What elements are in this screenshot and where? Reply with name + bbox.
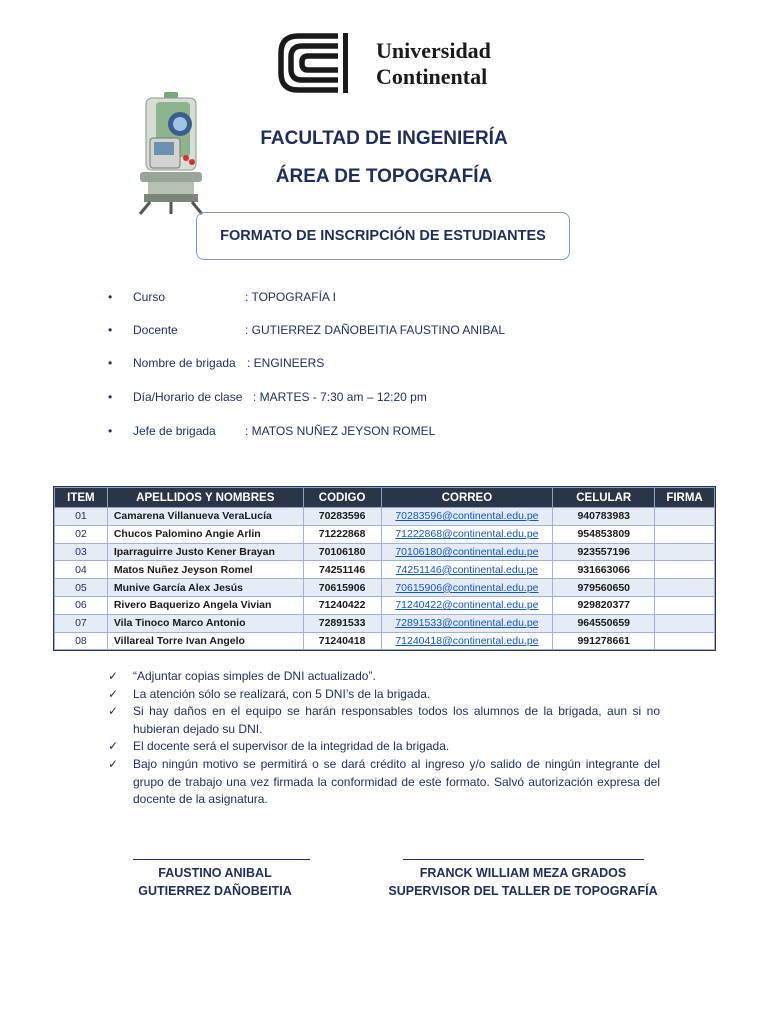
- table-row: [55, 543, 715, 561]
- table-header-row: [55, 488, 715, 508]
- total-station-image: [126, 90, 216, 215]
- phone-cell: 929820377: [553, 596, 655, 614]
- list-item: [108, 668, 660, 686]
- signature-cell: [655, 525, 715, 543]
- info-value: : ENGINEERS: [247, 356, 325, 370]
- info-value: : TOPOGRAFÍA I: [245, 290, 336, 304]
- signature-role: SUPERVISOR DEL TALLER DE TOPOGRAFÍA: [388, 884, 658, 898]
- info-label: Jefe de brigada: [133, 424, 216, 438]
- item-cell: 08: [55, 632, 108, 650]
- logo-line2: Continental: [376, 64, 488, 89]
- checkmark-icon: ✓: [108, 686, 119, 701]
- list-item: [108, 686, 660, 704]
- signature-line-left: [133, 859, 310, 860]
- table-row: [55, 596, 715, 614]
- phone-cell: 979560650: [553, 579, 655, 597]
- faculty-title: FACULTAD DE INGENIERÍA: [260, 128, 508, 149]
- note-text: Bajo ningún motivo se permitirá o se dará crédito al ingreso y/o salido de ningún integrante del grupo de trabajo una vez firmada la conformidad de este formato. Salvó autorización expresa del docente de la asignatura.: [133, 756, 660, 807]
- table-row: [55, 508, 715, 526]
- list-item: [108, 756, 660, 809]
- column-header: CORREO: [381, 488, 553, 508]
- email-link[interactable]: 71222868@continental.edu.pe: [381, 525, 553, 543]
- item-cell: 01: [55, 508, 108, 526]
- phone-cell: 954853809: [553, 525, 655, 543]
- note-text: La atención sólo se realizará, con 5 DNI’s de la brigada.: [133, 686, 431, 701]
- name-cell: Camarena Villanueva VeraLucía: [107, 508, 303, 526]
- signature-line-right: [403, 859, 644, 860]
- column-header: APELLIDOS Y NOMBRES: [107, 488, 303, 508]
- column-header: ITEM: [55, 488, 108, 508]
- column-header: CODIGO: [303, 488, 381, 508]
- table-row: [55, 561, 715, 579]
- info-label: Día/Horario de clase: [133, 390, 243, 404]
- table-row: [55, 632, 715, 650]
- info-value: : GUTIERREZ DAÑOBEITIA FAUSTINO ANIBAL: [245, 323, 506, 337]
- code-cell: 74251146: [303, 561, 381, 579]
- info-label: Curso: [133, 290, 166, 304]
- email-link[interactable]: 71240418@continental.edu.pe: [381, 632, 553, 650]
- area-title: ÁREA DE TOPOGRAFÍA: [275, 166, 493, 187]
- bullet-icon: •: [108, 424, 113, 438]
- info-value: : MARTES - 7:30 am – 12:20 pm: [253, 390, 427, 404]
- info-label: Docente: [133, 323, 178, 337]
- phone-cell: 940783983: [553, 508, 655, 526]
- list-item: [108, 703, 660, 738]
- signature-name: FAUSTINO ANIBAL: [158, 866, 272, 880]
- item-cell: 07: [55, 614, 108, 632]
- phone-cell: 923557196: [553, 543, 655, 561]
- form-title-box: [196, 212, 570, 260]
- name-cell: Rivero Baquerizo Angela Vivian: [107, 596, 303, 614]
- table-row: [55, 525, 715, 543]
- item-cell: 02: [55, 525, 108, 543]
- signature-cell: [655, 543, 715, 561]
- form-title: FORMATO DE INSCRIPCIÓN DE ESTUDIANTES: [220, 228, 546, 244]
- name-cell: Iparraguirre Justo Kener Brayan: [107, 543, 303, 561]
- checkmark-icon: ✓: [108, 756, 119, 771]
- bullet-icon: •: [108, 290, 113, 304]
- info-label: Nombre de brigada: [133, 356, 236, 370]
- info-value: : MATOS NUÑEZ JEYSON ROMEL: [245, 424, 436, 438]
- email-link[interactable]: 72891533@continental.edu.pe: [381, 614, 553, 632]
- name-cell: Vila Tinoco Marco Antonio: [107, 614, 303, 632]
- code-cell: 70106180: [303, 543, 381, 561]
- item-cell: 06: [55, 596, 108, 614]
- table-row: [55, 614, 715, 632]
- code-cell: 70283596: [303, 508, 381, 526]
- code-cell: 72891533: [303, 614, 381, 632]
- email-link[interactable]: 71240422@continental.edu.pe: [381, 596, 553, 614]
- signature-cell: [655, 632, 715, 650]
- signature-surname: GUTIERREZ DAÑOBEITIA: [138, 884, 292, 898]
- name-cell: Munive García Alex Jesús: [107, 579, 303, 597]
- item-cell: 03: [55, 543, 108, 561]
- note-text: El docente será el supervisor de la integridad de la brigada.: [133, 739, 450, 754]
- signature-cell: [655, 596, 715, 614]
- email-link[interactable]: 70283596@continental.edu.pe: [381, 508, 553, 526]
- university-logo-icon: [278, 33, 366, 93]
- list-item: [108, 738, 660, 756]
- phone-cell: 991278661: [553, 632, 655, 650]
- bullet-icon: •: [108, 356, 113, 370]
- checkmark-icon: ✓: [108, 704, 119, 719]
- table-row: [55, 579, 715, 597]
- item-cell: 05: [55, 579, 108, 597]
- logo-line1: Universidad: [376, 38, 491, 63]
- bullet-icon: •: [108, 323, 113, 337]
- phone-cell: 964550659: [553, 614, 655, 632]
- code-cell: 71222868: [303, 525, 381, 543]
- signature-right: [370, 864, 676, 900]
- item-cell: 04: [55, 561, 108, 579]
- signature-cell: [655, 579, 715, 597]
- code-cell: 71240418: [303, 632, 381, 650]
- column-header: CELULAR: [553, 488, 655, 508]
- column-header: FIRMA: [655, 488, 715, 508]
- signature-left: [100, 864, 330, 900]
- note-text: “Adjuntar copias simples de DNI actualizado”.: [133, 669, 376, 683]
- signature-cell: [655, 561, 715, 579]
- notes-list: [108, 668, 660, 809]
- signature-cell: [655, 508, 715, 526]
- name-cell: Chucos Palomino Angie Arlin: [107, 525, 303, 543]
- phone-cell: 931663066: [553, 561, 655, 579]
- note-text: Si hay daños en el equipo se harán responsables todos los alumnos de la brigada, aun si no hubieran dejado su DNI.: [133, 704, 660, 736]
- email-link[interactable]: 70106180@continental.edu.pe: [381, 543, 553, 561]
- signature-name: FRANCK WILLIAM MEZA GRADOS: [419, 866, 627, 880]
- bullet-icon: •: [108, 390, 113, 404]
- code-cell: 70615906: [303, 579, 381, 597]
- university-name: [376, 38, 491, 90]
- name-cell: Villareal Torre Ivan Angelo: [107, 632, 303, 650]
- name-cell: Matos Nuñez Jeyson Romel: [107, 561, 303, 579]
- checkmark-icon: ✓: [108, 739, 119, 754]
- checkmark-icon: ✓: [108, 669, 119, 683]
- signature-cell: [655, 614, 715, 632]
- email-link[interactable]: 70615906@continental.edu.pe: [381, 579, 553, 597]
- email-link[interactable]: 74251146@continental.edu.pe: [381, 561, 553, 579]
- students-table: [54, 487, 715, 650]
- code-cell: 71240422: [303, 596, 381, 614]
